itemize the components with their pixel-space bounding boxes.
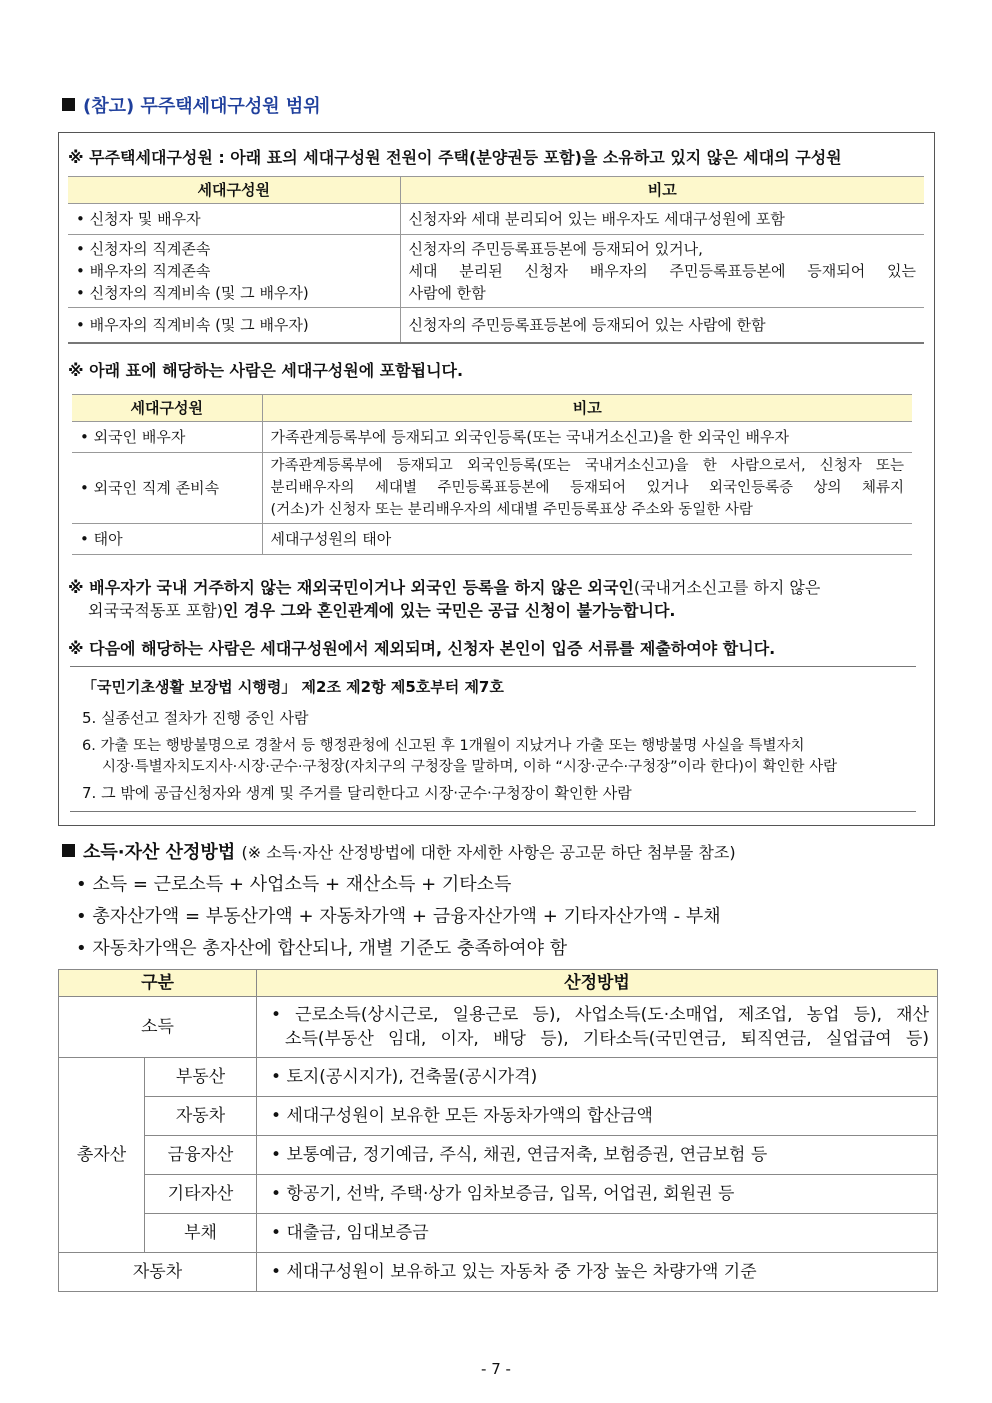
table-row: • 외국인 배우자 가족관계등록부에 등재되고 외국인등록(또는 국내거소신고)을 한 외국인 배우자 [72, 422, 912, 453]
bullet-car-note: • 자동차가액은 총자산에 합산되나, 개별 기준도 충족하여야 함 [76, 938, 568, 959]
section-title-note: (※ 소득·자산 산정방법에 대한 자세한 사항은 공고문 하단 첨부물 참조) [241, 843, 736, 862]
table-row: • 외국인 직계 존비속 가족관계등록부에 등재되고 외국인등록(또는 국내거소신고)을 한 사람으로서, 신청자 또는 분리배우자의 세대별 주민등록표등본에 등재되어 있거나 외국인등록증 상의 체류지 (거소)가 신청자 또는 분리배우자의 세대별 주민등록표상 주소와 동일한 사람 [72, 453, 912, 524]
header-category: 구분 [59, 970, 257, 997]
bullet-asset-formula: • 총자산가액 = 부동산가액 + 자동차가액 + 금융자산가액 + 기타자산가액 - 부채 [76, 906, 721, 927]
asset-label: 총자산 [59, 1058, 145, 1253]
bullet-income-formula: • 소득 = 근로소득 + 사업소득 + 재산소득 + 기타소득 [76, 874, 512, 895]
header-member: 세대구성원 [68, 177, 400, 204]
table-row: • 신청자 및 배우자 신청자와 세대 분리되어 있는 배우자도 세대구성원에 포함 [68, 204, 924, 235]
note-excluded-members: ※ 다음에 해당하는 사람은 세대구성원에서 제외되며, 신청자 본인이 입증 서류를 제출하여야 합니다. [68, 639, 776, 658]
header-remark: 비고 [262, 395, 912, 422]
header-member: 세대구성원 [72, 395, 262, 422]
table-row: 총자산 부동산 • 토지(공시지가), 건축물(공시가격) [59, 1058, 938, 1097]
table-row: 기타자산 • 항공기, 선박, 주택·상가 임차보증금, 입목, 어업권, 회원권 등 [59, 1175, 938, 1214]
page-number: - 7 - [481, 1360, 511, 1378]
square-bullet-icon [62, 844, 75, 857]
table-row: 금융자산 • 보통예금, 정기예금, 주식, 채권, 연금저축, 보험증권, 연금보험 등 [59, 1136, 938, 1175]
table-header-row [72, 395, 912, 422]
table-row: 자동차 • 세대구성원이 보유하고 있는 자동차 중 가장 높은 차량가액 기준 [59, 1253, 938, 1292]
table-header-row [68, 177, 924, 204]
square-bullet-icon [62, 98, 75, 111]
table-header-row [59, 970, 938, 997]
table-row: • 배우자의 직계비속 (및 그 배우자) 신청자의 주민등록표등본에 등재되어 있는 사람에 한함 [68, 308, 924, 344]
income-label: 소득 [59, 997, 257, 1058]
law-item-7: 7. 그 밖에 공급신청자와 생계 및 주거를 달리한다고 시장·군수·구청장이 확인한 사람 [82, 784, 632, 802]
note-definition: ※ 무주택세대구성원 : 아래 표의 세대구성원 전원이 주택(분양권등 포함)을 소유하고 있지 않은 세대의 구성원 [68, 148, 842, 167]
section-title-income-assets: 소득·자산 산정방법 (※ 소득·자산 산정방법에 대한 자세한 사항은 공고문 하단 첨부물 참조) [62, 838, 736, 864]
table-row: • 신청자의 직계존속 • 배우자의 직계존속 • 신청자의 직계비속 (및 그 배우자) 신청자의 주민등록표등본에 등재되어 있거나, 세대 분리된 신청자 배우자의 주민등록표등본에 등재되어 있는 사람에 한함 [68, 235, 924, 308]
income-asset-table [58, 969, 938, 1292]
header-remark: 비고 [400, 177, 924, 204]
law-item-6-cont: 시장·특별자치도지사·시장·군수·구청장(자치구의 구청장을 말하며, 이하 “시장·군수·구청장”이라 한다)이 확인한 사람 [102, 759, 838, 775]
table-row: 소득 • 근로소득(상시근로, 일용근로 등), 사업소득(도·소매업, 제조업, 농업 등), 재산 소득(부동산 임대, 이자, 배당 등), 기타소득(국민연금, 퇴직연금, 실업급여 등) [59, 997, 938, 1058]
table-row: 자동차 • 세대구성원이 보유한 모든 자동차가액의 합산금액 [59, 1097, 938, 1136]
table-row: • 태아 세대구성원의 태아 [72, 524, 912, 555]
section-title-household: (참고) 무주택세대구성원 범위 [62, 92, 321, 118]
law-item-5: 5. 실종선고 절차가 진행 중인 사람 [82, 709, 309, 727]
included-member-table [72, 394, 912, 555]
note-foreign-spouse-cont: 외국국적동포 포함)인 경우 그와 혼인관계에 있는 국민은 공급 신청이 불가능합니다. [88, 601, 676, 620]
law-excerpt-box [70, 666, 916, 812]
car-label: 자동차 [59, 1253, 257, 1292]
table-row: 부채 • 대출금, 임대보증금 [59, 1214, 938, 1253]
law-item-6: 6. 가출 또는 행방불명으로 경찰서 등 행정관청에 신고된 후 1개월이 지났거나 가출 또는 행방불명 사실을 특별자치 [82, 738, 805, 754]
note-foreign-spouse: ※ 배우자가 국내 거주하지 않는 재외국민이거나 외국인 등록을 하지 않은 외국인(국내거소신고를 하지 않은 [68, 578, 821, 597]
law-title: 「국민기초생활 보장법 시행령」 제2조 제2항 제5호부터 제7호 [82, 678, 504, 696]
household-member-table [68, 176, 924, 344]
note-included-members: ※ 아래 표에 해당하는 사람은 세대구성원에 포함됩니다. [68, 361, 464, 380]
header-method: 산정방법 [257, 970, 938, 997]
